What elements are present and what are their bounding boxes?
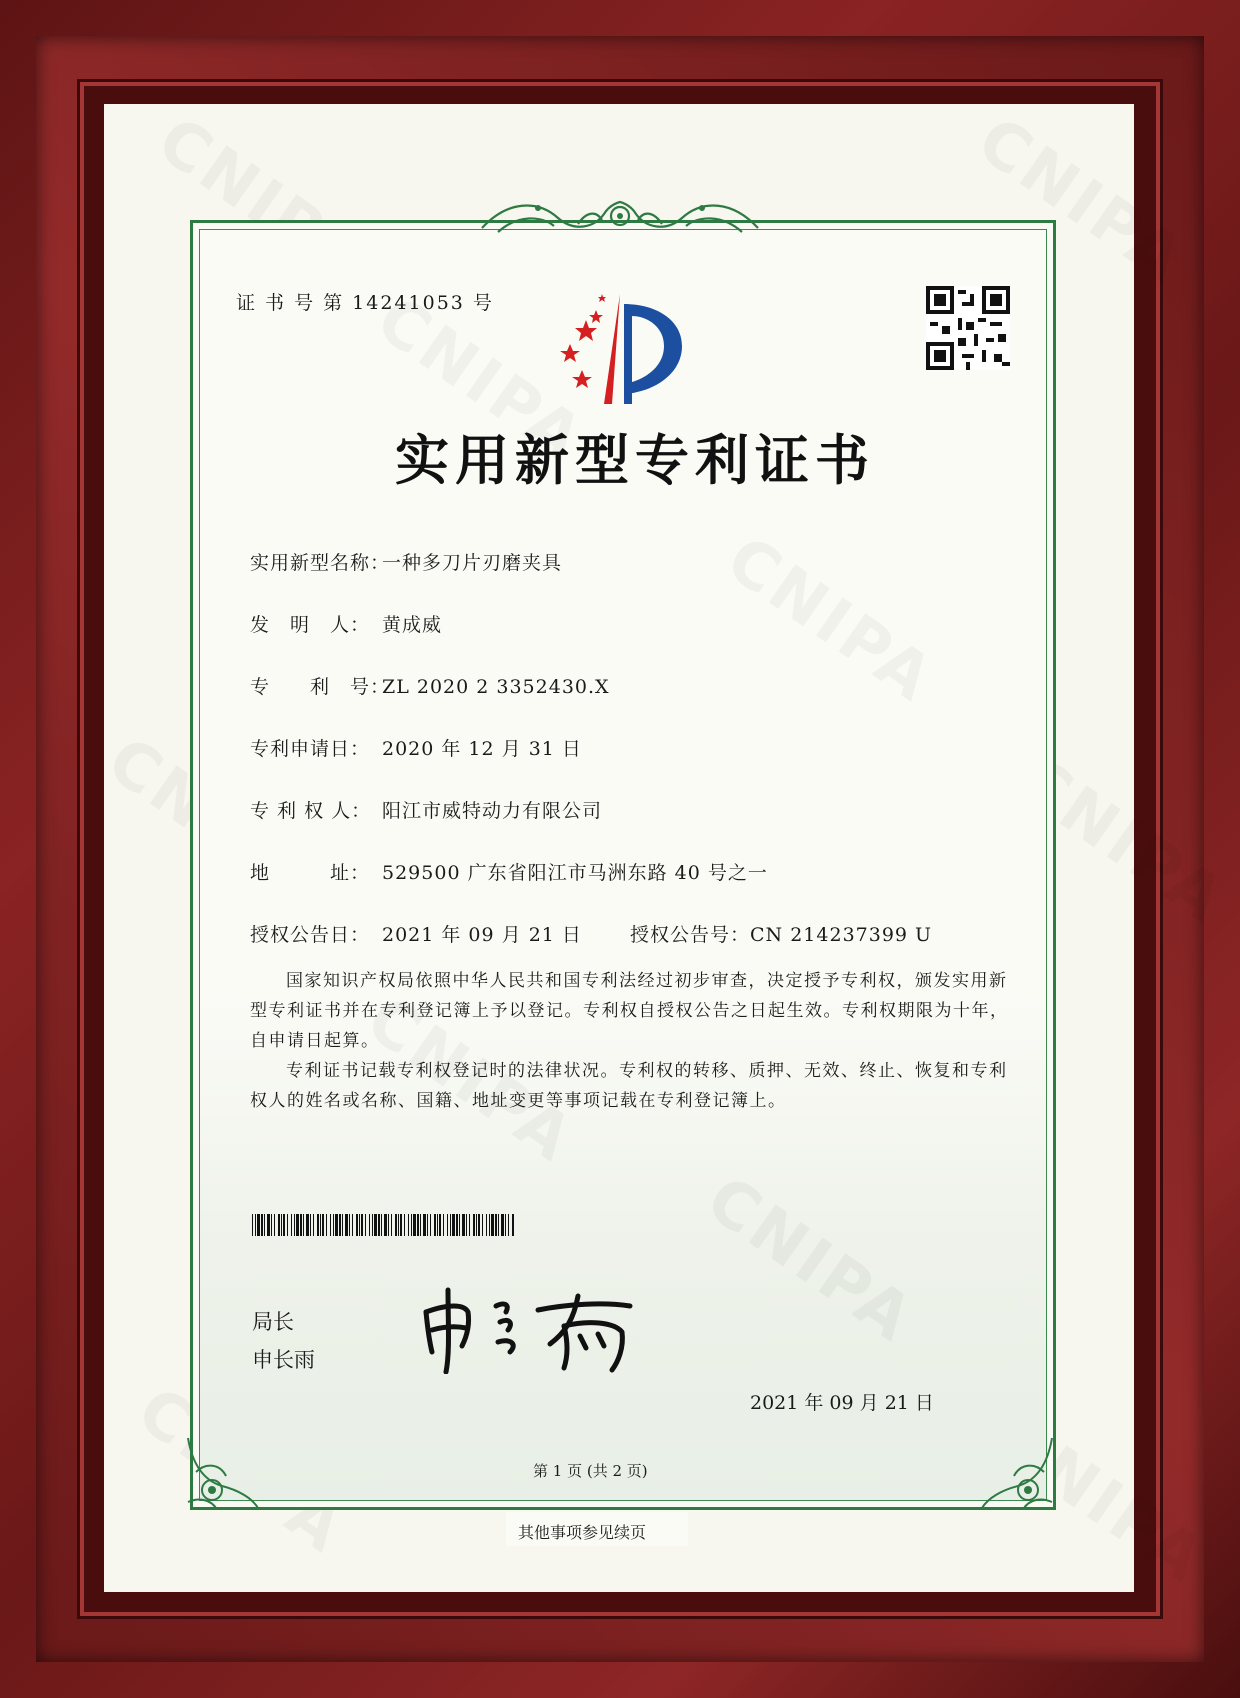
field-application-date: [250, 734, 582, 761]
page-number: 第 1 页 (共 2 页): [533, 1462, 648, 1480]
field-utility-model-name: [250, 548, 562, 575]
corner-ornament-icon: [182, 1432, 262, 1512]
sign-date: 2021 年 09 月 21 日: [750, 1392, 934, 1414]
watermark: [693, 1162, 928, 1357]
director-name: 申长雨: [252, 1348, 315, 1372]
field-label: 发 明 人：: [250, 614, 371, 636]
field-patent-number: [250, 672, 610, 699]
field-value: 2020 年 12 月 31 日: [382, 738, 582, 760]
field-label: 专 利 权 人：: [250, 800, 372, 822]
field-label: 实用新型名称：: [250, 552, 391, 574]
field-value: 529500 广东省阳江市马洲东路 40 号之一: [382, 862, 768, 884]
certificate-number: 证 书 号 第 14241053 号: [236, 292, 494, 314]
director-title: 局长: [252, 1310, 294, 1334]
field-value: CN 214237399 U: [750, 924, 933, 946]
watermark: [713, 522, 948, 717]
field-value: 黄成威: [382, 614, 443, 636]
statement-paragraph: 专利证书记载专利权登记时的法律状况。专利权的转移、质押、无效、终止、恢复和专利权人的姓名或名称、国籍、地址变更等事项记载在专利登记簿上。: [250, 1061, 1008, 1111]
field-label: 地 址：: [250, 862, 371, 884]
field-label: 专利申请日：: [250, 738, 371, 760]
certificate-title: 实用新型专利证书: [395, 428, 875, 492]
field-address: [250, 858, 768, 885]
field-value: 2021 年 09 月 21 日: [382, 924, 582, 946]
qr-code-icon[interactable]: [926, 286, 1010, 370]
more-notice: 其他事项参见续页: [518, 1523, 647, 1542]
field-value: 阳江市威特动力有限公司: [382, 800, 603, 822]
field-value: 一种多刀片刃磨夹具: [382, 552, 563, 574]
corner-ornament-icon: [978, 1432, 1058, 1512]
cnipa-logo-icon: [546, 290, 696, 408]
field-value: ZL 2020 2 3352430.X: [382, 676, 610, 698]
field-label: 授权公告日：: [250, 924, 371, 946]
field-label: 专 利 号：: [250, 676, 391, 698]
field-grant-date: [250, 920, 582, 947]
field-grant-number: [630, 920, 932, 947]
field-inventor: [250, 610, 442, 637]
field-patentee: [250, 796, 602, 823]
barcode-icon: [252, 1214, 514, 1236]
field-label: 授权公告号：: [630, 924, 751, 946]
statement-paragraph: 国家知识产权局依照中华人民共和国专利法经过初步审查，决定授予专利权，颁发实用新型专利证书并在专利登记簿上予以登记。专利权自授权公告之日起生效。专利权期限为十年，自申请日起算。: [250, 971, 1009, 1051]
signature-icon: [418, 1282, 638, 1374]
top-ornament-icon: [478, 194, 762, 242]
